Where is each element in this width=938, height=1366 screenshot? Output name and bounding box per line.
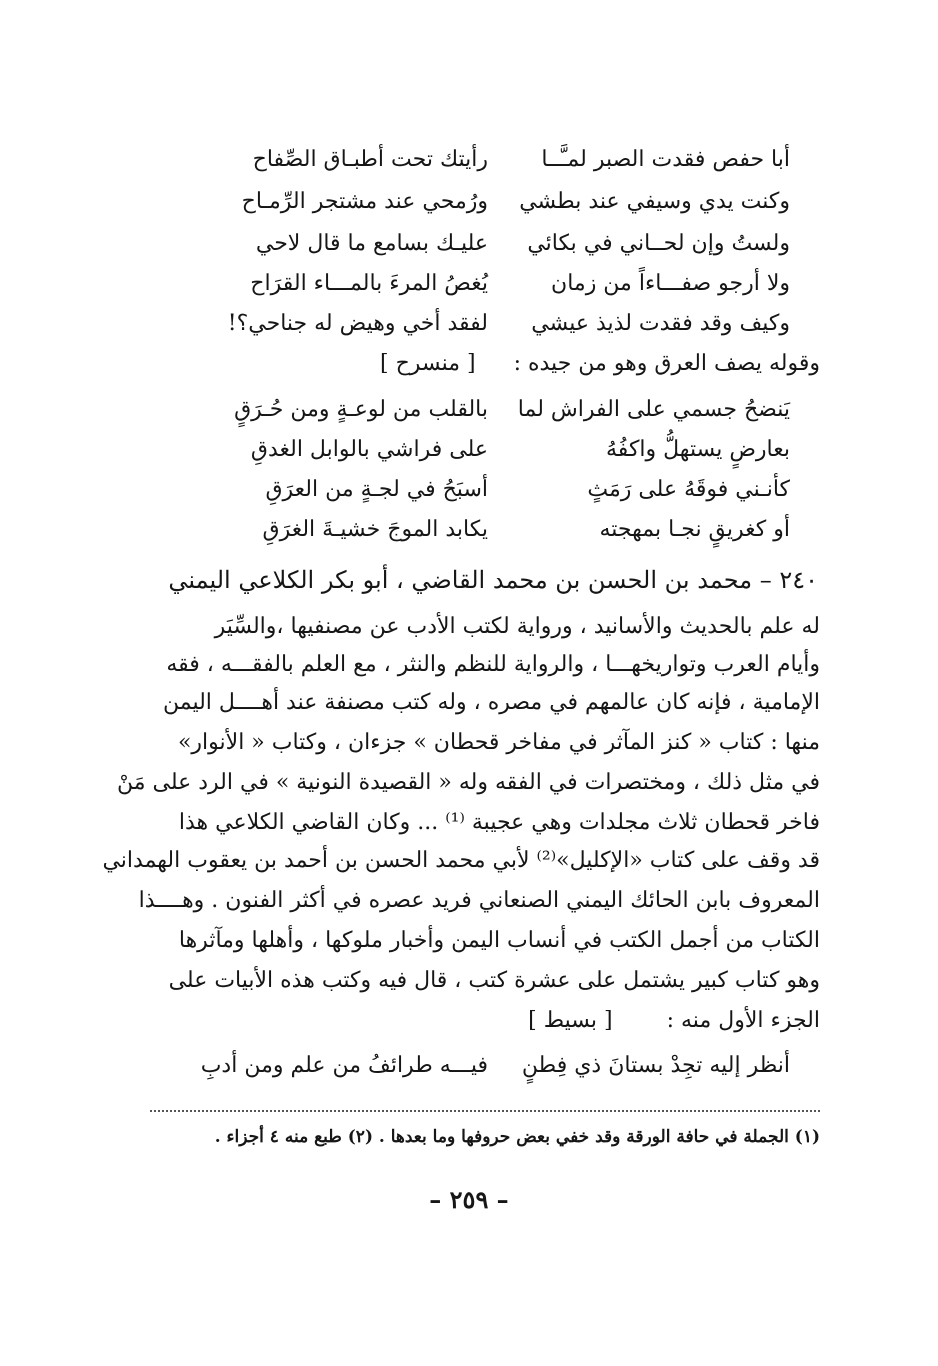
verse-first-hemistich: أنظر إليه تجِدْ بستانَ ذي فِطنٍ bbox=[521, 1053, 790, 1078]
poem1-verse bbox=[150, 182, 810, 222]
verse-second-hemistich: يُغصُ المرءَ بالمـــاء القرَاح bbox=[250, 271, 488, 296]
verse-first-hemistich: كأنـني فوقَهُ على رَمَثٍ bbox=[587, 477, 790, 502]
verse-first-hemistich: أو كغريقٍ نجـا بمهجته bbox=[599, 517, 790, 542]
poem2-verse bbox=[150, 390, 810, 430]
entry-heading: ٢٤٠ – محمد بن الحسن بن محمد القاضي ، أبو بكر الكلاعي اليمني bbox=[168, 566, 818, 594]
verse-first-hemistich: بعارضٍ يستهلُّ واكفُهُ bbox=[606, 437, 790, 462]
body-line: قد وقف على كتاب «الإكليل»⁽²⁾ لأبي محمد الحسن بن أحمد بن يعقوب الهمداني bbox=[102, 848, 820, 873]
poem2-verse bbox=[150, 430, 810, 470]
body-line: الكتاب من أجمل الكتب في أنساب اليمن وأخبار ملوكها ، وأهلها ومآثرها bbox=[178, 928, 820, 953]
verse-first-hemistich: أبا حفص فقدت الصبر لمـَّــا bbox=[541, 147, 790, 172]
body-line: منها : كتاب « كنز المآثر في مفاخر قحطان » جزءان ، وكتاب « الأنوار» bbox=[177, 730, 820, 755]
verse-second-hemistich: على فراشي بالوابل الغدقِ bbox=[250, 437, 488, 462]
verse-second-hemistich: بالقلب من لوعـةٍ ومن حُـرَقٍ bbox=[234, 397, 488, 422]
poem2-verse bbox=[150, 510, 810, 550]
entry-verse bbox=[150, 1046, 810, 1086]
body-line: وهو كتاب كبير يشتمل على عشرة كتب ، قال فيه وكتب هذه الأبيات على bbox=[168, 968, 820, 993]
verse-second-hemistich: لفقد أخي وهيض له جناحي؟! bbox=[227, 311, 488, 336]
body-line: الإمامية ، فإنه كان عالمهم في مصره ، وله كتب مصنفة عند أهــــل اليمن bbox=[162, 690, 820, 715]
body-line: في مثل ذلك ، ومختصرات في الفقه وله « القصيدة النونية » في الرد على مَنْ bbox=[116, 770, 820, 795]
verse-second-hemistich: ورُمحي عند مشتجر الرِّمـاح bbox=[241, 189, 488, 214]
verse-second-hemistich: أسبَحُ في لجـةٍ من العرَقِ bbox=[265, 477, 488, 502]
verse-first-hemistich: ولستُ وإن لحــاني في بكائي bbox=[527, 231, 790, 256]
poem2-intro bbox=[148, 344, 820, 384]
verse-first-hemistich: وكيف وقد فقدت لذيذ عيشي bbox=[531, 311, 790, 336]
poem1-verse bbox=[150, 264, 810, 304]
body-line: المعروف بابن الحائك اليمني الصنعاني فريد عصره في أكثر الفنون . وهــــذا bbox=[138, 888, 820, 913]
body-line-last bbox=[130, 1002, 820, 1040]
verse-first-hemistich: يَنضحُ جسمي على الفراش لما bbox=[517, 397, 790, 422]
verse-first-hemistich: ولا أرجو صفـــاءاً من زمان bbox=[551, 271, 790, 296]
verse-second-hemistich: عليـك بسامع ما قال لاحي bbox=[255, 231, 488, 256]
footnote-divider bbox=[150, 1110, 820, 1112]
verse-first-hemistich: وكنت يدي وسيفي عند بطشي bbox=[519, 189, 790, 214]
body-line: له علم بالحديث والأسانيد ، ورواية لكتب الأدب عن مصنفيها ،والسِّيَر bbox=[214, 614, 820, 639]
poem1-verse bbox=[150, 224, 810, 264]
page-number: – ٢٥٩ – bbox=[429, 1185, 509, 1214]
meter-label: [ منسرح ] bbox=[380, 351, 476, 376]
verse-second-hemistich: رأيتك تحت أطبـاق الصِّفاح bbox=[252, 147, 488, 172]
body-line: وأيام العرب وتواريخهـــا ، والرواية للنظم والنثر ، مع العلم بالفقـــه ، فقه bbox=[166, 652, 820, 677]
meter-label: [ بسيط ] bbox=[528, 1008, 613, 1033]
poem1-verse bbox=[150, 304, 810, 344]
verse-second-hemistich: يكابد الموجَ خشيـةَ الغرَقِ bbox=[262, 517, 488, 542]
footnotes: (١) الجملة في حافة الورقة وقد خفي بعض حروفها وما بعدها . (٢) طبع منه ٤ أجزاء . bbox=[214, 1127, 820, 1147]
poem2-verse bbox=[150, 470, 810, 510]
body-line: فاخر قحطان ثلاث مجلدات وهي عجيبة ⁽¹⁾ ... وكان القاضي الكلاعي هذا bbox=[178, 810, 820, 835]
poem1-verse bbox=[150, 140, 810, 180]
verse-second-hemistich: فيـــه طرائفُ من علم ومن أدبِ bbox=[200, 1053, 488, 1078]
body-text: الجزء الأول منه : bbox=[666, 1008, 820, 1033]
intro-text: وقوله يصف العرق وهو من جيده : bbox=[513, 351, 820, 376]
